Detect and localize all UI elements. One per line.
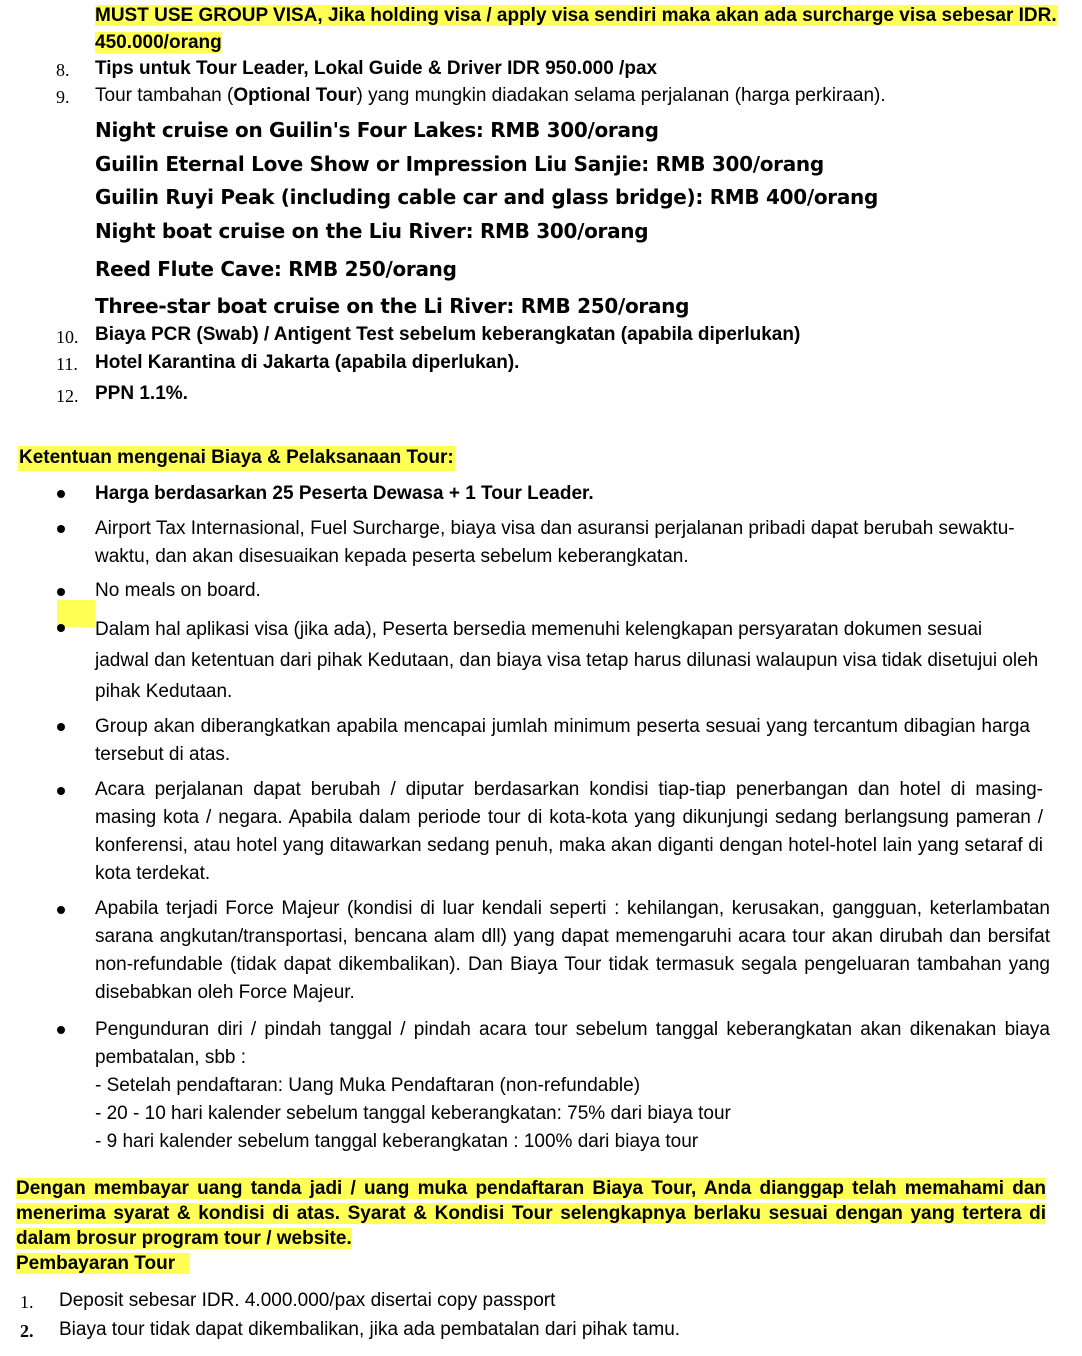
cancellation-rule: - Setelah pendaftaran: Uang Muka Pendaftaran (non-refundable) (95, 1075, 641, 1096)
optional-tour-item: Night cruise on Guilin's Four Lakes: RMB 300/orang (95, 118, 659, 142)
optional-tour-item: Reed Flute Cave: RMB 250/orang (95, 257, 457, 281)
terms-item-cancellation: Pengunduran diri / pindah tanggal / pindah acara tour sebelum tanggal keberangkatan akan dikenakan biaya pembatalan, sbb : - Setelah pendaftaran: Uang Muka Pendaftaran (non-refundable) - 20 - 10 hari kalender sebelum tanggal keberangkatan: 75% dari biaya tour - 9 hari kalender sebelum tanggal keberangkatan : 100% dari biaya tour (95, 1016, 1050, 1156)
list-number: 2. (20, 1321, 34, 1341)
cancellation-rule: - 9 hari kalender sebelum tanggal keberangkatan : 100% dari biaya tour (95, 1131, 699, 1152)
exclusion-item-pcr: Biaya PCR (Swab) / Antigent Test sebelum keberangkatan (apabila diperlukan) (95, 324, 801, 345)
bullet-icon (57, 588, 65, 596)
optional-tour-item: Night boat cruise on the Liu River: RMB 300/orang (95, 219, 649, 243)
bullet-icon (57, 906, 65, 914)
payment-section-title: Pembayaran Tour (16, 1251, 189, 1276)
terms-item: Airport Tax Internasional, Fuel Surcharge, biaya visa dan asuransi perjalanan pribadi dapat berubah sewaktu-waktu, dan akan disesuaikan kepada peserta sebelum keberangkatan. (95, 518, 1015, 567)
bullet-icon (57, 490, 65, 498)
terms-item: No meals on board. (95, 580, 261, 601)
list-number: 9. (56, 87, 70, 107)
bullet-icon (57, 624, 65, 632)
terms-item: Dalam hal aplikasi visa (jika ada), Peserta bersedia memenuhi kelengkapan persyaratan dokumen sesuai jadwal dan ketentuan dari pihak Kedutaan, dan biaya visa tetap harus dilunasi walaupun visa tidak disetujui oleh pihak Kedutaan. (95, 619, 1039, 702)
bullet-icon (57, 1026, 65, 1034)
terms-item: Acara perjalanan dapat berubah / diputar berdasarkan kondisi tiap-tiap penerbangan dan hotel di masing-masing kota / negara. Apabila dalam periode tour di kota-kota yang dikunjungi sedang berlangsung pameran / konferensi, atau hotel yang ditawarkan sedang penuh, maka akan diganti dengan hotel-hotel lain yang setaraf di kota terdekat. (95, 779, 1043, 884)
terms-item: Apabila terjadi Force Majeur (kondisi di luar kendali seperti : kehilangan, kerusakan, gangguan, keterlambatan sarana angkutan/transportasi, bencana alam dll) yang dapat memengaruhi acara tour akan dirubah dan bersifat non-refundable (tidak dapat dikembalikan). Dan Biaya Tour tidak termasuk segala pengeluaran tambahan yang disebabkan oleh Force Majeur. (95, 898, 1050, 1003)
payment-item: Deposit sebesar IDR. 4.000.000/pax disertai copy passport (59, 1290, 556, 1311)
optional-tour-item: Guilin Eternal Love Show or Impression Liu Sanjie: RMB 300/orang (95, 152, 824, 176)
optional-tour-item: Three-star boat cruise on the Li River: RMB 250/orang (95, 294, 690, 318)
terms-section-title: Ketentuan mengenai Biaya & Pelaksanaan Tour: (18, 447, 455, 469)
bullet-icon (57, 525, 65, 533)
list-number: 10. (56, 327, 79, 347)
group-visa-note: MUST USE GROUP VISA, Jika holding visa / apply visa sendiri maka akan ada surcharge visa sebesar IDR. 450.000/orang (95, 5, 1057, 53)
list-number: 8. (56, 60, 70, 80)
exclusion-item-tips: Tips untuk Tour Leader, Lokal Guide & Driver IDR 950.000 /pax (95, 58, 658, 79)
list-number: 1. (20, 1292, 34, 1312)
exclusion-item-ppn: PPN 1.1%. (95, 383, 188, 404)
terms-item: Harga berdasarkan 25 Peserta Dewasa + 1 Tour Leader. (95, 483, 594, 504)
payment-item: Biaya tour tidak dapat dikembalikan, jika ada pembatalan dari pihak tamu. (59, 1319, 681, 1340)
exclusion-item-quarantine-hotel: Hotel Karantina di Jakarta (apabila diperlukan). (95, 352, 520, 373)
optional-tour-item: Guilin Ruyi Peak (including cable car and glass bridge): RMB 400/orang (95, 185, 879, 209)
cancellation-rule: - 20 - 10 hari kalender sebelum tanggal keberangkatan: 75% dari biaya tour (95, 1103, 731, 1124)
closing-note: Dengan membayar uang tanda jadi / uang muka pendaftaran Biaya Tour, Anda dianggap telah memahami dan menerima syarat & kondisi di atas. Syarat & Kondisi Tour selengkapnya berlaku sesuai dengan yang tertera di dalam brosur program tour / website. (16, 1178, 1046, 1249)
list-number: 11. (56, 354, 78, 374)
bullet-icon (57, 723, 65, 731)
list-number: 12. (56, 386, 79, 406)
highlight-mark (57, 600, 95, 627)
exclusion-item-optional-tour: Tour tambahan (Optional Tour) yang mungkin diadakan selama perjalanan (harga perkiraan). (95, 85, 886, 106)
terms-item: Group akan diberangkatkan apabila mencapai jumlah minimum peserta sesuai yang tercantum dibagian harga tersebut di atas. (95, 716, 1030, 765)
bullet-icon (57, 787, 65, 795)
